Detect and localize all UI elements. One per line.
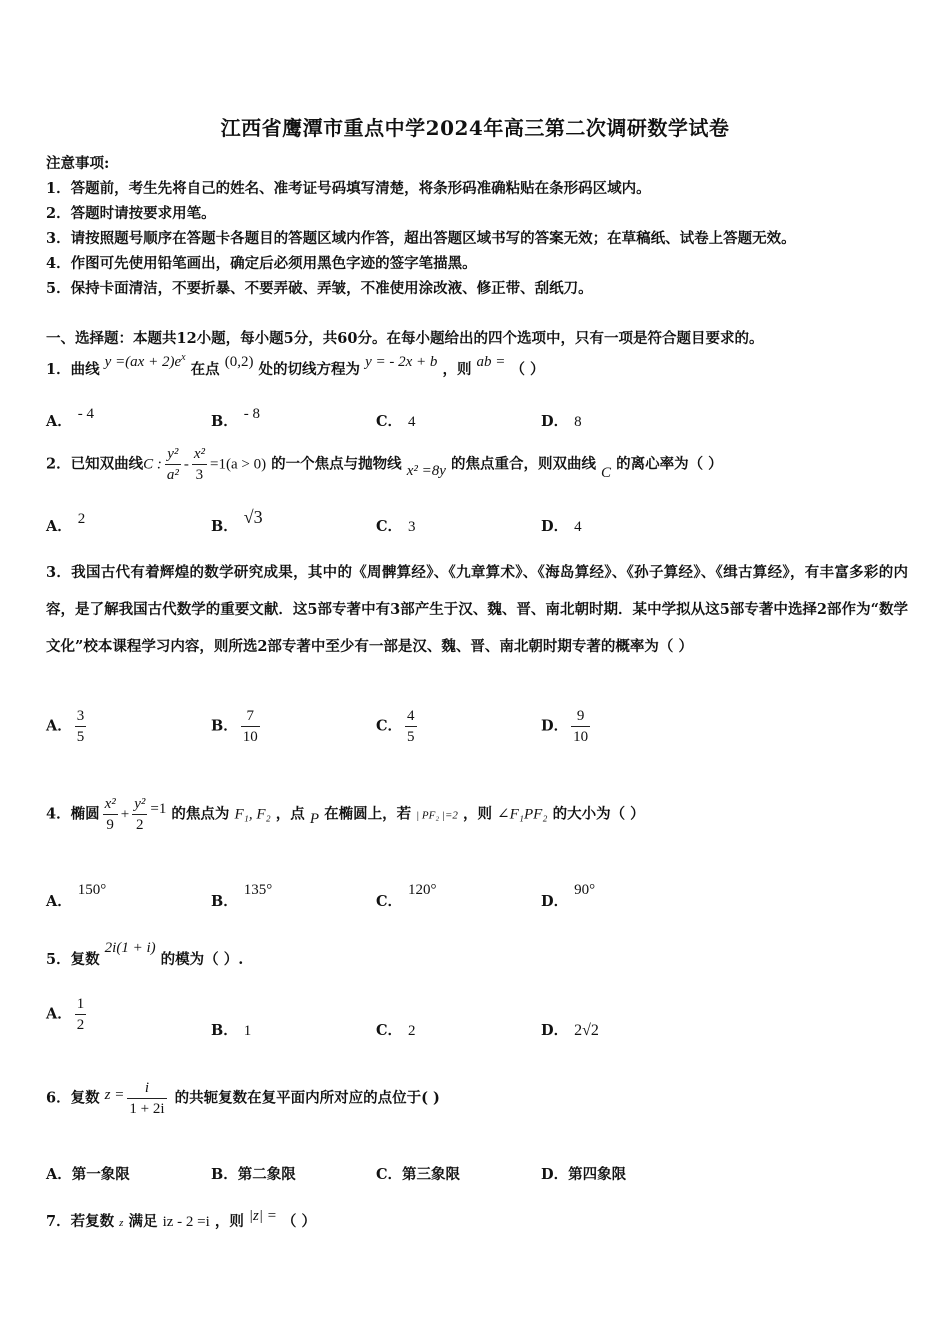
q4-fraction-1: $\frac{\text{x²}}{9}$	[104, 796, 116, 833]
q4-angle: ∠F₁PF₂	[497, 806, 548, 823]
q6-text: 6．复数	[46, 1089, 100, 1107]
q4-fraction-2: $\frac{\text{y²}}{2}$	[134, 796, 146, 833]
q4-text: ，则	[462, 805, 492, 823]
notice-heading: 注意事项:	[46, 155, 110, 172]
notice-item: 1．答题前，考生先将自己的姓名、准考证号码填写清楚，将条形码准确粘贴在条形码区域内。	[46, 180, 651, 197]
q6-z-label: z =	[104, 1086, 125, 1103]
q6-option-d[interactable]: D．第四象限	[541, 1166, 627, 1183]
question-5	[46, 940, 244, 969]
q4-text: ，点	[275, 805, 305, 823]
q5-option-d[interactable]: D． 2√2	[541, 1022, 599, 1039]
q1-text: ，则	[442, 361, 472, 378]
q3-option-b[interactable]: B． $\frac{7}{10}$	[211, 708, 258, 745]
q1-option-b[interactable]: B． - 8	[211, 406, 261, 430]
q4-option-d[interactable]: D．90°	[541, 882, 596, 910]
section-heading: 一、选择题：本题共12小题，每小题5分，共60分。在每小题给出的四个选项中，只有一项是符合题目要求的。	[46, 330, 764, 347]
q7-text: 满足	[128, 1213, 158, 1230]
q5-option-a[interactable]: A． $\frac{1}{2}$	[46, 996, 85, 1033]
q4-option-a[interactable]: A．150°	[46, 882, 107, 910]
q1-option-d[interactable]: D． 8	[541, 413, 582, 430]
q2-option-a[interactable]: A． 2	[46, 511, 86, 535]
q7-text: 7．若复数	[46, 1213, 115, 1230]
q6-option-b[interactable]: B．第二象限	[211, 1166, 296, 1183]
notice-item: 2．答题时请按要求用笔。	[46, 205, 216, 222]
question-2	[46, 446, 723, 483]
q6-text: 的共轭复数在复平面内所对应的点位于( )	[174, 1089, 440, 1107]
q4-distance: | PF₂ |=2	[416, 809, 458, 822]
q4-point-p: P	[309, 810, 320, 827]
q4-text: 的焦点为	[171, 805, 230, 823]
q3-option-a[interactable]: A． $\frac{3}{5}$	[46, 708, 85, 745]
q5-text: 5．复数	[46, 951, 100, 968]
q6-option-a[interactable]: A．第一象限	[46, 1166, 130, 1183]
q1-text: 在点	[190, 361, 220, 378]
q2-minus: -	[183, 456, 189, 473]
q6-option-c[interactable]: C．第三象限	[376, 1166, 461, 1183]
q2-text: 的离心率为（ ）	[616, 455, 723, 473]
q3-option-c[interactable]: C． $\frac{4}{5}$	[376, 708, 415, 745]
q7-text: （ ）	[281, 1213, 316, 1230]
q7-text: ，则	[214, 1213, 244, 1230]
q1-text: 1．曲线	[46, 361, 100, 378]
q4-foci: F₁, F₂	[234, 806, 271, 823]
q3-option-d[interactable]: D． $\frac{9}{10}$	[541, 708, 589, 745]
q4-plus: +	[120, 806, 130, 823]
q7-equation: iz - 2 =i	[162, 1214, 210, 1230]
q1-option-c[interactable]: C． 4	[376, 413, 416, 430]
page-title: 江西省鹰潭市重点中学2024年高三第二次调研数学试卷	[220, 116, 730, 140]
q2-option-b[interactable]: B． √3	[211, 507, 263, 535]
q5-option-b[interactable]: B． 1	[211, 1022, 252, 1039]
q2-hyperbola-name: C :	[143, 456, 162, 473]
q7-modulus: |z| =	[248, 1208, 277, 1224]
q4-option-c[interactable]: C．120°	[376, 882, 437, 910]
question-3: 3．我国古代有着辉煌的数学研究成果，其中的《周髀算经》、《九章算术》、《海岛算经》、《孙子算经》、《缉古算经》，有丰富多彩的内容，是了解我国古代数学的重要文献．这5部专著中有3部产生于汉、魏、晋、南北朝时期．某中学拟从这5部专著中选择2部作为“数学文化”校本课程学习内容，则所选2部专著中至少有一部是汉、魏、晋、南北朝时期专著的概率为（ ）	[46, 564, 908, 655]
q1-curve-formula: $y =(ax + 2)e^x$	[104, 352, 186, 370]
q1-text: （ ）	[510, 361, 545, 378]
q2-text: 的一个焦点与抛物线	[271, 455, 402, 473]
q2-fraction-2: $\frac{\text{x²}}{3}$	[193, 446, 205, 483]
q2-fraction-1: $\frac{\text{y²}}{\text{a²}}$	[166, 446, 179, 483]
q7-z: z	[119, 1217, 124, 1229]
q4-text: 4．椭圆	[46, 805, 100, 823]
q5-text: 的模为（ ）.	[160, 951, 244, 968]
q2-text: 的焦点重合，则双曲线	[450, 455, 596, 473]
q2-equation-tail: =1(a > 0)	[210, 456, 267, 473]
q1-ab-formula: ab =	[476, 354, 506, 370]
question-4	[46, 796, 645, 833]
q4-option-b[interactable]: B．135°	[211, 882, 273, 910]
q5-option-c[interactable]: C． 2	[376, 1022, 416, 1039]
q4-text: 在椭圆上，若	[324, 805, 412, 823]
q2-option-c[interactable]: C． 3	[376, 518, 416, 535]
notice-item: 4．作图可先使用铅笔画出，确定后必须用黑色字迹的签字笔描黑。	[46, 255, 477, 272]
question-6	[46, 1080, 440, 1117]
q1-option-a[interactable]: A． - 4	[46, 406, 95, 430]
q2-curve-c: C	[601, 464, 612, 481]
question-1	[46, 352, 545, 379]
q4-text: 的大小为（ ）	[552, 805, 645, 823]
q2-option-d[interactable]: D． 4	[541, 518, 582, 535]
notice-item: 3．请按照题号顺序在答题卡各题目的答题区域内作答，超出答题区域书写的答案无效；在草稿纸、试卷上答题无效。	[46, 230, 796, 247]
q1-tangent-formula: y = - 2x + b	[365, 354, 438, 370]
q4-equals: =1	[150, 800, 167, 817]
q2-parabola-formula: x² =8y	[406, 462, 446, 479]
q1-point: (0,2)	[224, 354, 254, 370]
q2-text: 2．已知双曲线	[46, 455, 144, 473]
q6-fraction: $\frac{i}{1 + 2i}$	[129, 1080, 165, 1117]
question-7	[46, 1210, 316, 1231]
notice-item: 5．保持卡面清洁，不要折暴、不要弄破、弄皱，不准使用涂改液、修正带、刮纸刀。	[46, 280, 593, 297]
q1-text: 处的切线方程为	[258, 361, 361, 378]
q5-complex: 2i(1 + i)	[104, 940, 156, 956]
